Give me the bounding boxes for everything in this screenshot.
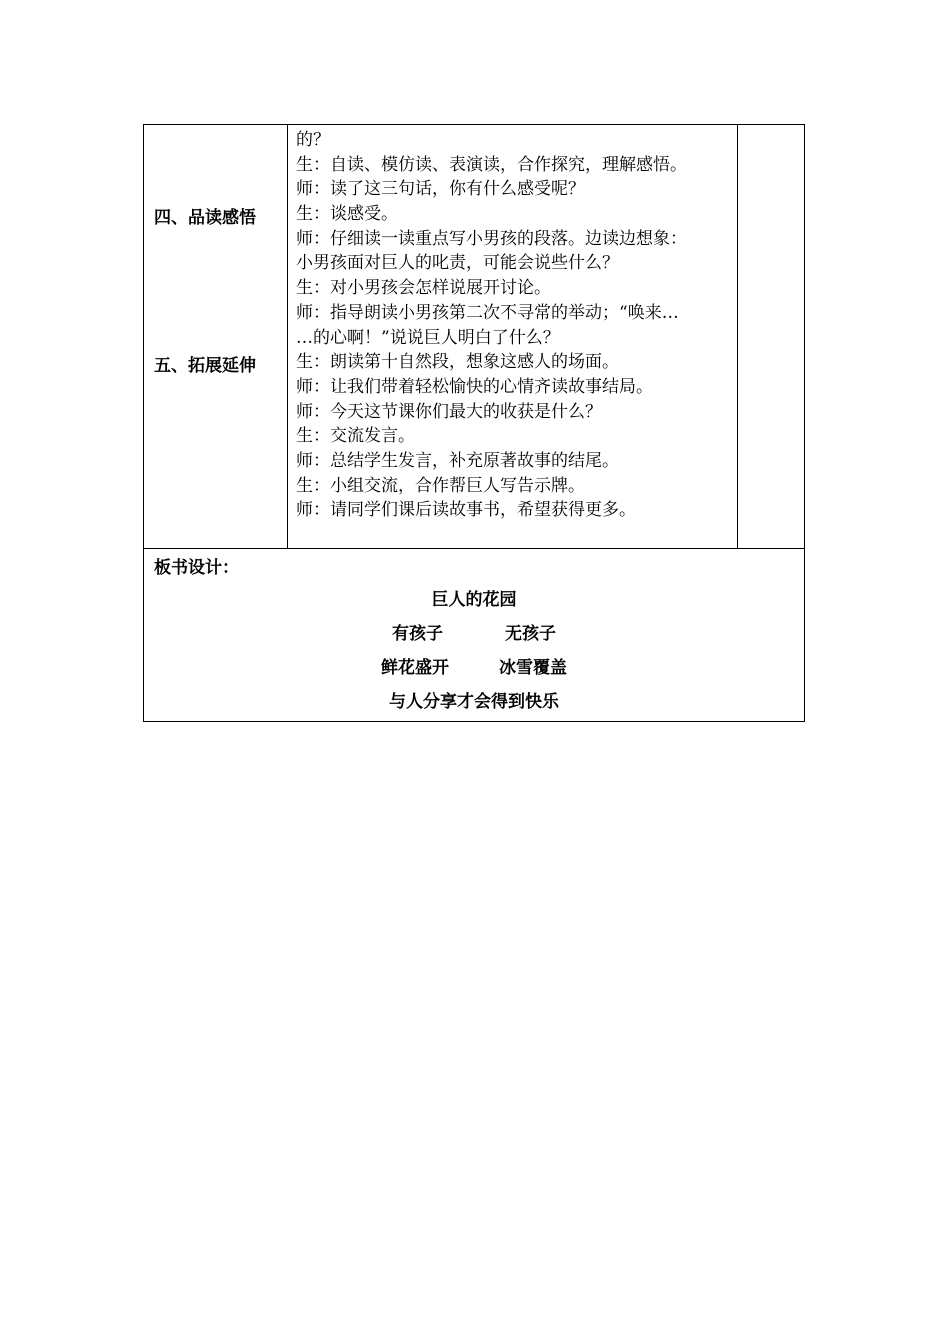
content-line: 师：仔细读一读重点写小男孩的段落。边读边想象： [296,228,687,249]
content-line: 师：请同学们课后读故事书，希望获得更多。 [296,500,636,521]
content-line: 师：总结学生发言，补充原著故事的结尾。 [296,450,619,471]
column-divider [737,125,738,548]
content-line: 生：小组交流，合作帮巨人写告示牌。 [296,475,585,496]
board-summary: 与人分享才会得到快乐 [389,692,559,712]
content-line: 生：对小男孩会怎样说展开讨论。 [296,278,551,299]
board-row-children [144,619,804,644]
board-with-children: 有孩子 [392,624,443,644]
content-line: 的？ [296,130,330,150]
board-flowers: 鲜花盛开 [381,658,449,678]
process-row [144,125,804,549]
section-label-five: 五、拓展延伸 [154,356,256,376]
content-line: …的心啊！”说说巨人明白了什么？ [296,327,560,348]
board-heading: 板书设计： [154,558,239,578]
board-row-garden [144,653,804,678]
content-line: 生：朗读第十自然段，想象这感人的场面。 [296,352,619,373]
process-content [296,128,732,523]
content-line: 师：让我们带着轻松愉快的心情齐读故事结局。 [296,376,653,397]
content-line: 生：交流发言。 [296,426,415,447]
content-line: 生：谈感受。 [296,204,398,225]
content-line: 生：自读、模仿读、表演读，合作探究，理解感悟。 [296,154,687,175]
content-line: 小男孩面对巨人的叱责，可能会说些什么？ [296,253,619,274]
column-divider [287,125,288,548]
content-line: 师：读了这三句话，你有什么感受呢？ [296,179,585,200]
lesson-table [143,124,805,722]
board-title: 巨人的花园 [431,590,517,610]
section-label-four: 四、品读感悟 [154,208,256,228]
board-snow: 冰雪覆盖 [499,658,567,678]
content-line: 师：指导朗读小男孩第二次不寻常的举动；“唤来… [296,302,679,323]
board-without-children: 无孩子 [505,624,556,644]
content-line: 师：今天这节课你们最大的收获是什么？ [296,401,602,422]
board-design [144,549,804,721]
